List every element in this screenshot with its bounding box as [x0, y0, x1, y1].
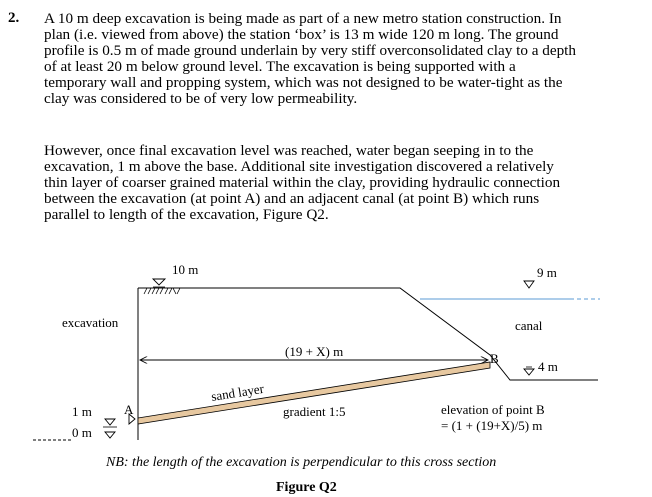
level-0m-label: 0 m — [72, 425, 92, 440]
question-number: 2. — [8, 10, 20, 26]
b-depth-label: 4 m — [538, 359, 558, 374]
canal-water-level-icon — [524, 281, 534, 288]
level-1m-icon — [105, 419, 115, 425]
excavation-label: excavation — [62, 315, 119, 330]
point-b-label: B — [490, 351, 499, 366]
text-line: parallel to length of the excavation, Figure Q2. — [44, 206, 329, 223]
text-line: A 10 m deep excavation is being made as part of a new metro station construction. In — [44, 10, 562, 27]
text-line: However, once final excavation level was reached, water began seeping in to the — [44, 142, 534, 159]
level-1m-label: 1 m — [72, 404, 92, 419]
ground-water-level-icon — [153, 279, 165, 285]
canal-label: canal — [515, 318, 543, 333]
text-line: clay was considered to be of very low permeability. — [44, 90, 358, 107]
distance-label: (19 + X) m — [285, 344, 344, 359]
text-line: of at least 20 m below ground level. The excavation is being supported with a — [44, 58, 516, 75]
point-a-label: A — [124, 402, 134, 417]
elevation-label-line2: = (1 + (19+X)/5) m — [441, 418, 543, 433]
ground-profile — [138, 288, 598, 380]
text-line: profile is 0.5 m of made ground underlain by very stiff overconsolidated clay to a depth — [44, 42, 576, 59]
ground-hatch — [144, 288, 180, 294]
elevation-label-line1: elevation of point B — [441, 402, 545, 417]
figure-note: NB: the length of the excavation is perpendicular to this cross section — [106, 455, 497, 470]
level-0m-icon — [105, 432, 115, 438]
gradient-label: gradient 1:5 — [283, 404, 346, 419]
canal-bed-level-icon — [524, 369, 534, 375]
text-line: between the excavation (at point A) and an adjacent canal (at point B) which runs — [44, 190, 540, 207]
text-line: plan (i.e. viewed from above) the station ‘box’ is 13 m wide 120 m long. The ground — [44, 26, 559, 43]
text-line: excavation, 1 m above the base. Additional site investigation discovered a relatively — [44, 158, 554, 175]
text-line: thin layer of coarser grained material within the clay, providing hydraulic connection — [44, 174, 561, 191]
text-line: temporary wall and propping system, which was not designed to be water-tight as the — [44, 74, 563, 91]
sand-layer-label: sand layer — [210, 380, 265, 404]
canal-depth-label: 9 m — [537, 265, 557, 280]
top-width-label: 10 m — [172, 262, 199, 277]
figure-caption: Figure Q2 — [276, 480, 337, 495]
